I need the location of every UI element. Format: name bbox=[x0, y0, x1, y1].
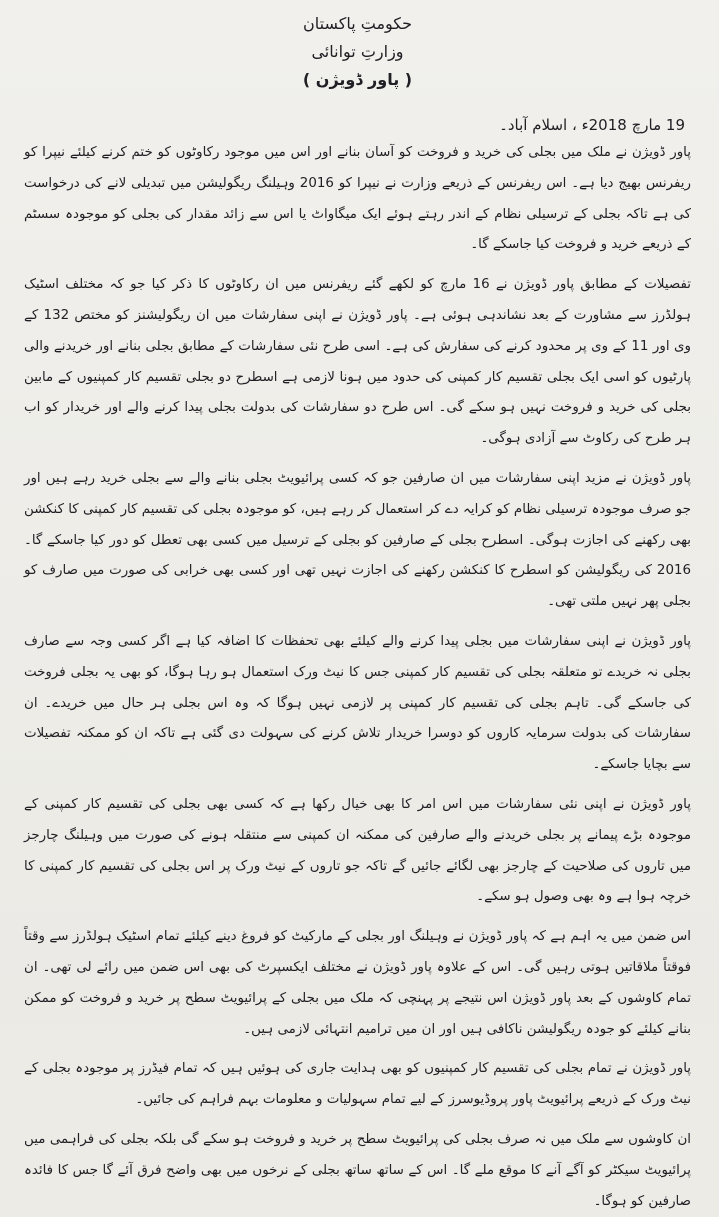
paragraph-7: پاور ڈویژن نے تمام بجلی کی تقسیم کار کمپنیوں کو بھی ہدایت جاری کی ہوئیں ہیں کہ تمام فیڈرز پر موجودہ بجلی کے نیٹ ورک کے ذریعے پرائیویٹ پاور پروڈیوسرز کے لیے تمام سہولیات و معلومات بہم فراہم کی جائیں۔ bbox=[24, 1061, 692, 1108]
letterhead bbox=[24, 10, 691, 94]
paragraph-6: اس ضمن میں یہ اہم ہے کہ پاور ڈویژن نے وہیلنگ اور بجلی کے مارکیٹ کو فروغ دینے کیلئے تمام اسٹیک ہولڈرز سے وقتاً فوقتاً ملاقاتیں ہوتی رہیں گی۔ اس کے علاوہ پاور ڈویژن نے مختلف ایکسپرٹ کی بھی اس ضمن میں رائے لی تھی۔ ان تمام کاوشوں کے بعد پاور ڈویژن اس نتیجے پر پہنچی کہ ملک میں بجلی کے پرائیویٹ سطح پر خرید و فروخت کو ممکن بنانے کیلئے کو جودہ ریگولیشن ناکافی ہیں اور ان میں ترامیم انتہائی لازمی ہیں۔ bbox=[24, 929, 691, 1037]
paragraph-4: پاور ڈویژن نے اپنی سفارشات میں بجلی پیدا کرنے والے کیلئے بھی تحفظات کا اضافہ کیا ہے اگر کسی وجہ سے صارف بجلی نہ خریدے تو متعلقہ بجلی کی تقسیم کار کمپنی جس کا نیٹ ورک استعمال ہو رہا ہوگا، کو بھی یہ بجلی فروخت کی جاسکے گی۔ تاہم بجلی کی تقسیم کار کمپنی پر لازمی نہیں ہوگا کہ وہ اس بجلی ہر حال میں خریدے۔ ان سفارشات کی بدولت سرمایہ کاروں کو دوسرا خریدار تلاش کرنے کی سہولت دی گئی ہے تاکہ ان کو ممکنہ تفصیلات سے بچایا جاسکے۔ bbox=[24, 633, 691, 773]
paragraph-1: پاور ڈویژن نے ملک میں بجلی کی خرید و فروخت کو آسان بنانے اور اس میں موجود رکاوٹوں کو ختم کرنے کیلئے نیپرا کو ریفرنس بھیج دیا ہے۔ اس ریفرنس کے ذریعے وزارت نے نیپرا کو 2016 وہیلنگ ریگولیشن میں تبدیلی لانے کی درخواست کی ہے تاکہ بجلی کے ترسیلی نظام کے اندر رہتے ہوئے ایک میگاواٹ یا اس سے زائد مقدار کی بجلی کو موجودہ سسٹم کے ذریعے خرید و فروخت کیا جاسکے گا۔ bbox=[24, 145, 691, 253]
dateline: 19 مارچ 2018ء ، اسلام آباد۔ bbox=[499, 116, 685, 134]
ministry-title: وزارتِ توانائی bbox=[311, 42, 404, 61]
division-title: ( پاور ڈویژن ) bbox=[302, 70, 413, 89]
paragraph-3: پاور ڈویژن نے مزید اپنی سفارشات میں ان صارفین جو کہ کسی پرائیویٹ بجلی بنانے والے سے بجلی خرید رہے ہیں اور جو صرف موجودہ ترسیلی نظام کو کرایہ دے کر استعمال کر رہے ہیں، کو موجودہ بجلی کی تقسیم کار کمپنی کا کنکشن بھی رکھنے کی اجازت ہوگی۔ اسطرح بجلی کے صارفین کو بجلی کے ترسیل میں کسی بھی تعطل کو دور کیا جاسکے گا۔ 2016 کی ریگولیشن کو اسطرح کا کنکشن رکھنے کی اجازت نہیں تھی اور کسی بھی خرابی کی صورت میں صارف کو بجلی پھر نہیں ملتی تھی۔ bbox=[24, 470, 691, 610]
government-title: حکومتِ پاکستان bbox=[302, 14, 413, 33]
paragraph-8: ان کاوشوں سے ملک میں نہ صرف بجلی کی پرائیویٹ سطح پر خرید و فروخت ہو سکے گی بلکہ بجلی کی فراہمی میں پرائیویٹ سیکٹر کو آگے آنے کا موقع ملے گا۔ اس کے ساتھ ساتھ بجلی کے نرخوں میں بھی واضح فرق آئے گا جس کا فائدہ صارفین کو ہوگا۔ bbox=[24, 1131, 691, 1209]
paragraph-2: تفصیلات کے مطابق پاور ڈویژن نے 16 مارچ کو لکھے گئے ریفرنس میں ان رکاوٹوں کا ذکر کیا جو کہ مختلف اسٹیک ہولڈرز سے مشاورت کے بعد نشاندہی ہوئی ہے۔ پاور ڈویژن نے اپنی سفارشات میں ان ریگولیشنز کو مختص 132 کے وی اور 11 کے وی پر محدود کرنے کی سفارش کی ہے۔ اسی طرح نئی سفارشات کے مطابق بجلی بنانے اور خریدنے والی پارٹیوں کو اسی ایک بجلی تقسیم کار کمپنی کی حدود میں ہونا لازمی ہے اسطرح دو بجلی تقسیم کار کمپنیوں کے مابین بجلی کی خرید و فروخت نہیں ہو سکے گی۔ اس طرح دو سفارشات کی بدولت بجلی پیدا کرنے والے اور خریدار کو اب ہر طرح کی رکاوٹ سے آزادی ہوگی۔ bbox=[24, 277, 691, 447]
press-release-body bbox=[24, 138, 691, 1217]
paragraph-5: پاور ڈویژن نے اپنی نئی سفارشات میں اس امر کا بھی خیال رکھا ہے کہ کسی بھی بجلی کی تقسیم کار کمپنی کے موجودہ بڑے پیمانے پر بجلی خریدنے والے صارفین کی ممکنہ ان کمپنی سے منتقلہ ہونے کی صورت میں وہیلنگ چارجز میں تاروں کی صلاحیت کے چارجز بھی لگائے جائیں گے تاکہ جو تاروں کے نیٹ ورک پر اس بجلی کی تقسیم کار کمپنی کا خرچہ ہوا ہے وہ بھی وصول ہو سکے۔ bbox=[24, 796, 691, 905]
